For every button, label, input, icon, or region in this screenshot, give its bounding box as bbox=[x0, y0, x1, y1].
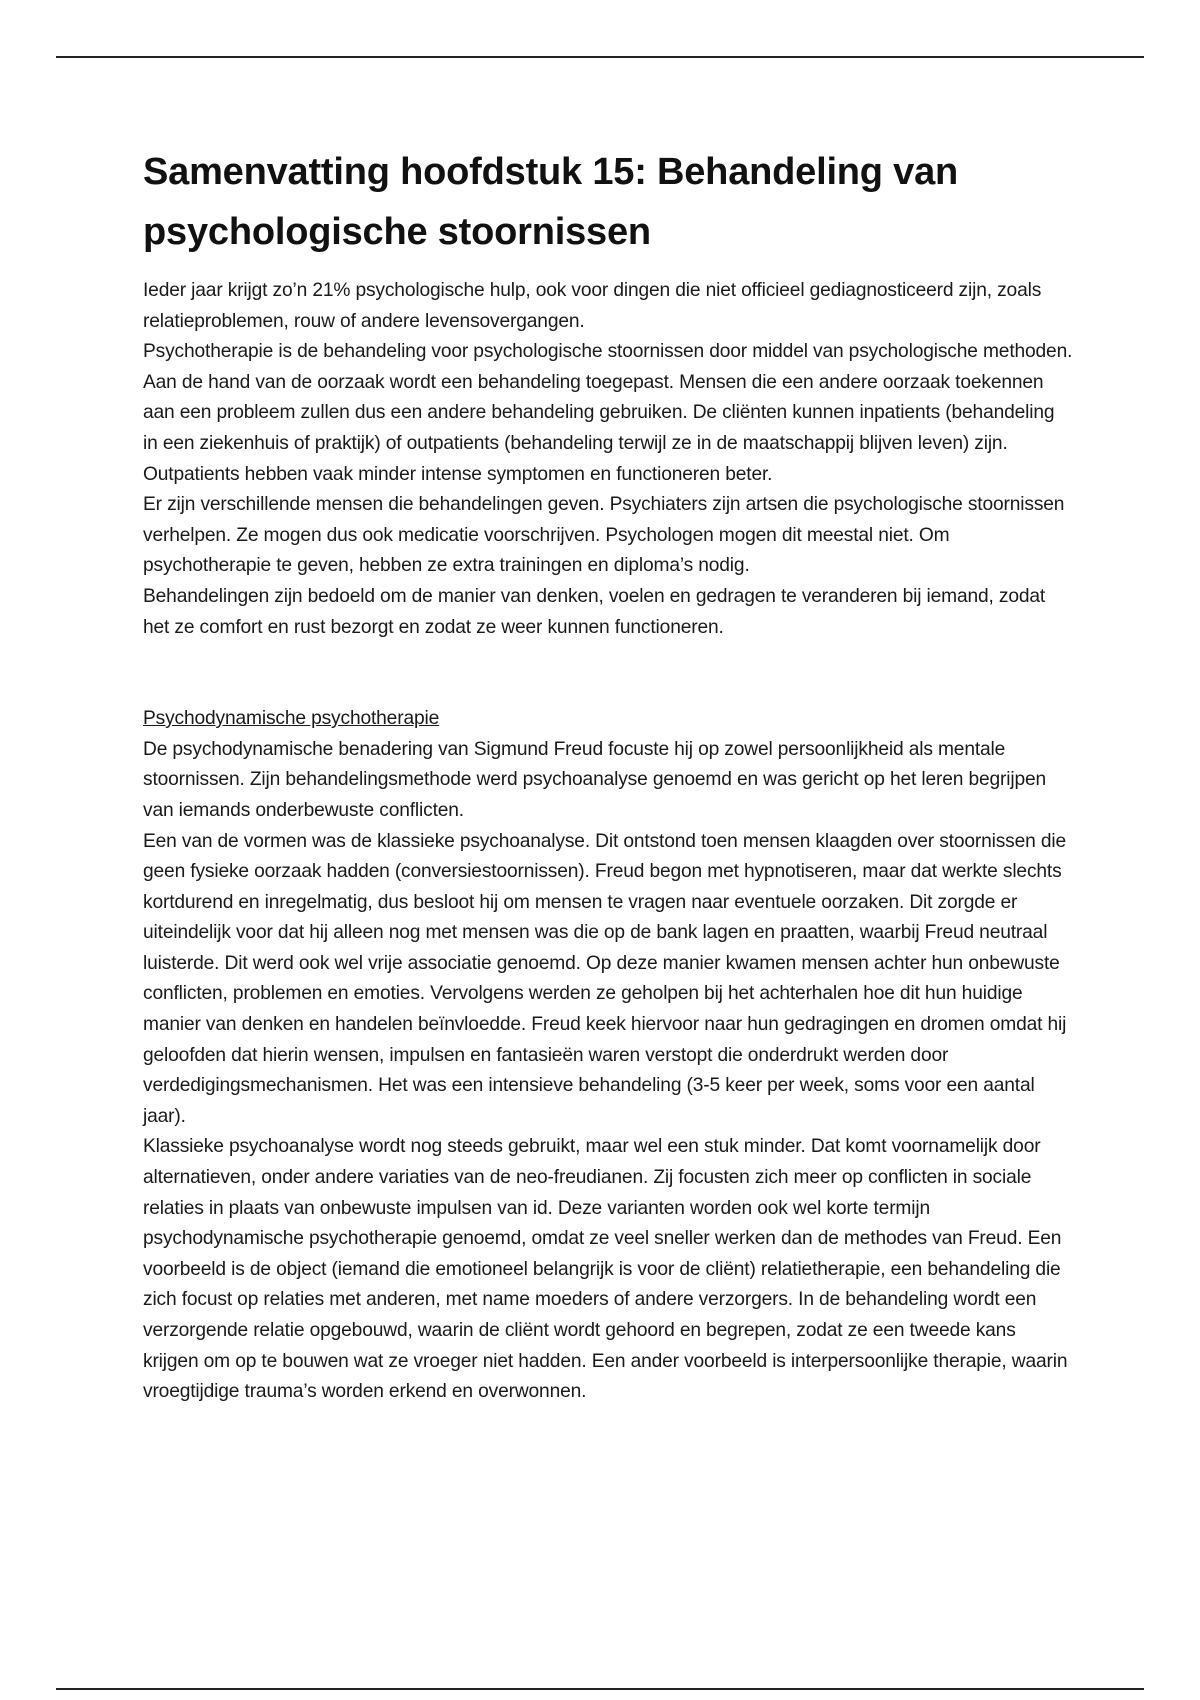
document-title: Samenvatting hoofdstuk 15: Behandeling van psychologische stoornissen bbox=[143, 151, 959, 253]
section-paragraph: De psychodynamische benadering van Sigmund Freud focuste hij op zowel persoonlijkheid als mentale stoornissen. Zijn behandelingsmethode werd psychoanalyse genoemd en was gericht op het leren begrijpen van iemands onderbewuste conflicten. bbox=[143, 738, 1047, 821]
intro-paragraph: Behandelingen zijn bedoeld om de manier van denken, voelen en gedragen te veranderen bij iemand, zodat het ze comfort en rust bezorgt en zodat ze weer kunnen functioneren. bbox=[143, 585, 1046, 638]
section-paragraph: Een van de vormen was de klassieke psychoanalyse. Dit ontstond toen mensen klaagden over stoornissen die geen fysieke oorzaak hadden (conversiestoornissen). Freud begon met hypnotiseren, maar dat werkte slechts kortdurend en inregelmatig, dus besloot hij om mensen te vragen naar eventuele oorzaken. Dit zorgde er uiteindelijk voor dat hij alleen nog met mensen was die op de bank lagen en praatten, waarbij Freud neutraal luisterde. Dit werd ook wel vrije associatie genoemd. Op deze manier kwamen mensen achter hun onbewuste conflicten, problemen en emoties. Vervolgens werden ze geholpen bij het achterhalen hoe dit hun huidige manier van denken en handelen beïnvloedde. Freud keek hiervoor naar hun gedragingen en dromen omdat hij geloofden dat hierin wensen, impulsen en fantasieën waren verstopt die onderdrukt werden door verdedigingsmechanismen. Het was een intensieve behandeling (3-5 keer per week, soms voor een aantal jaar). bbox=[143, 830, 1067, 1127]
header-rule bbox=[56, 56, 1144, 58]
section-paragraph: Klassieke psychoanalyse wordt nog steeds gebruikt, maar wel een stuk minder. Dat komt voornamelijk door alternatieven, onder andere variaties van de neo-freudianen. Zij focusten zich meer op conflicten in sociale relaties in plaats van onbewuste impulsen van id. Deze varianten worden ook wel korte termijn psychodynamische psychotherapie genoemd, omdat ze veel sneller werken dan de methodes van Freud. Een voorbeeld is de object (iemand die emotioneel belangrijk is voor de cliënt) relatietherapie, een behandeling die zich focust op relaties met anderen, met name moeders of andere verzorgers. In de behandeling wordt een verzorgende relatie opgebouwd, waarin de cliënt wordt gehoord en begrepen, zodat ze een tweede kans krijgen om op te bouwen wat ze vroeger niet hadden. Een ander voorbeeld is interpersoonlijke therapie, waarin vroegtijdige trauma’s worden erkend en overwonnen. bbox=[143, 1136, 1068, 1403]
section-heading: Psychodynamische psychotherapie bbox=[143, 708, 440, 730]
intro-paragraph: Psychotherapie is de behandeling voor psychologische stoornissen door middel van psychologische methoden. Aan de hand van de oorzaak wordt een behandeling toegepast. Mensen die een andere oorzaak toekennen aan een probleem zullen dus een andere behandeling gebruiken. De cliënten kunnen inpatients (behandeling in een ziekenhuis of praktijk) of outpatients (behandeling terwijl ze in de maatschappij blijven leven) zijn. Outpatients hebben vaak minder intense symptomen en functioneren beter. bbox=[143, 341, 1073, 485]
section-spacer bbox=[143, 643, 1073, 704]
footer-rule bbox=[56, 1688, 1144, 1690]
intro-paragraph: Ieder jaar krijgt zo’n 21% psychologische hulp, ook voor dingen die niet officieel gediagnosticeerd zijn, zoals relatieproblemen, rouw of andere levensovergangen. bbox=[143, 280, 1042, 332]
intro-section bbox=[143, 276, 1073, 643]
intro-paragraph: Er zijn verschillende mensen die behandelingen geven. Psychiaters zijn artsen die psychologische stoornissen verhelpen. Ze mogen dus ook medicatie voorschrijven. Psychologen mogen dit meestal niet. Om psychotherapie te geven, hebben ze extra trainingen en diploma’s nodig. bbox=[143, 494, 1065, 577]
document-body bbox=[143, 142, 1073, 1408]
psychodynamic-section bbox=[143, 704, 1073, 1408]
